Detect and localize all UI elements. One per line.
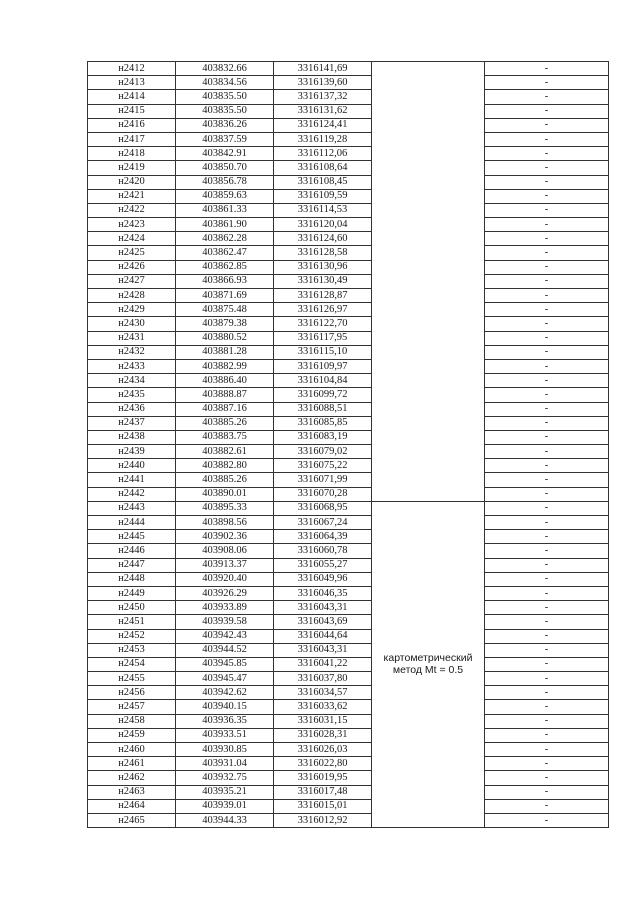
x-coordinate-cell: 403836.26 (176, 118, 274, 132)
point-id-cell: н2451 (88, 615, 176, 629)
x-coordinate-cell: 403882.80 (176, 459, 274, 473)
point-id-cell: н2419 (88, 161, 176, 175)
point-id-cell: н2448 (88, 572, 176, 586)
extra-value-cell: - (485, 686, 609, 700)
y-coordinate-cell: 3316068,95 (274, 501, 372, 515)
y-coordinate-cell: 3316041,22 (274, 657, 372, 671)
x-coordinate-cell: 403887.16 (176, 402, 274, 416)
point-id-cell: н2443 (88, 501, 176, 515)
x-coordinate-cell: 403944.33 (176, 813, 274, 827)
extra-value-cell: - (485, 544, 609, 558)
point-id-cell: н2439 (88, 445, 176, 459)
table-row (88, 743, 609, 757)
extra-value-cell: - (485, 757, 609, 771)
table-row (88, 445, 609, 459)
extra-value-cell: - (485, 260, 609, 274)
extra-value-cell: - (485, 175, 609, 189)
y-coordinate-cell: 3316130,96 (274, 260, 372, 274)
extra-value-cell: - (485, 62, 609, 76)
table-row (88, 686, 609, 700)
table-row (88, 118, 609, 132)
y-coordinate-cell: 3316044,64 (274, 629, 372, 643)
y-coordinate-cell: 3316070,28 (274, 487, 372, 501)
y-coordinate-cell: 3316060,78 (274, 544, 372, 558)
x-coordinate-cell: 403850.70 (176, 161, 274, 175)
x-coordinate-cell: 403932.75 (176, 771, 274, 785)
extra-value-cell: - (485, 601, 609, 615)
table-row (88, 643, 609, 657)
y-coordinate-cell: 3316128,87 (274, 289, 372, 303)
x-coordinate-cell: 403842.91 (176, 147, 274, 161)
extra-value-cell: - (485, 203, 609, 217)
y-coordinate-cell: 3316128,58 (274, 246, 372, 260)
y-coordinate-cell: 3316037,80 (274, 672, 372, 686)
point-id-cell: н2428 (88, 289, 176, 303)
x-coordinate-cell: 403945.47 (176, 672, 274, 686)
table-row (88, 132, 609, 146)
x-coordinate-cell: 403835.50 (176, 104, 274, 118)
y-coordinate-cell: 3316067,24 (274, 516, 372, 530)
extra-value-cell: - (485, 118, 609, 132)
table-row (88, 785, 609, 799)
point-id-cell: н2416 (88, 118, 176, 132)
extra-value-cell: - (485, 147, 609, 161)
table-row (88, 218, 609, 232)
point-id-cell: н2445 (88, 530, 176, 544)
y-coordinate-cell: 3316104,84 (274, 374, 372, 388)
extra-value-cell: - (485, 218, 609, 232)
x-coordinate-cell: 403875.48 (176, 303, 274, 317)
extra-value-cell: - (485, 90, 609, 104)
table-row (88, 487, 609, 501)
x-coordinate-cell: 403859.63 (176, 189, 274, 203)
extra-value-cell: - (485, 501, 609, 515)
y-coordinate-cell: 3316124,41 (274, 118, 372, 132)
table-row (88, 260, 609, 274)
extra-value-cell: - (485, 445, 609, 459)
y-coordinate-cell: 3316109,59 (274, 189, 372, 203)
table-row (88, 76, 609, 90)
point-id-cell: н2447 (88, 558, 176, 572)
y-coordinate-cell: 3316015,01 (274, 799, 372, 813)
point-id-cell: н2463 (88, 785, 176, 799)
point-id-cell: н2444 (88, 516, 176, 530)
extra-value-cell: - (485, 359, 609, 373)
y-coordinate-cell: 3316033,62 (274, 700, 372, 714)
point-id-cell: н2423 (88, 218, 176, 232)
extra-value-cell: - (485, 728, 609, 742)
x-coordinate-cell: 403902.36 (176, 530, 274, 544)
extra-value-cell: - (485, 799, 609, 813)
y-coordinate-cell: 3316117,95 (274, 331, 372, 345)
y-coordinate-cell: 3316075,22 (274, 459, 372, 473)
point-id-cell: н2434 (88, 374, 176, 388)
table-row (88, 615, 609, 629)
table-row (88, 501, 609, 515)
point-id-cell: н2457 (88, 700, 176, 714)
y-coordinate-cell: 3316049,96 (274, 572, 372, 586)
table-row (88, 189, 609, 203)
extra-value-cell: - (485, 232, 609, 246)
table-row (88, 473, 609, 487)
x-coordinate-cell: 403944.52 (176, 643, 274, 657)
table-row (88, 331, 609, 345)
table-row (88, 203, 609, 217)
table-row (88, 459, 609, 473)
x-coordinate-cell: 403882.99 (176, 359, 274, 373)
x-coordinate-cell: 403862.47 (176, 246, 274, 260)
table-row (88, 303, 609, 317)
y-coordinate-cell: 3316043,31 (274, 601, 372, 615)
y-coordinate-cell: 3316079,02 (274, 445, 372, 459)
table-row (88, 246, 609, 260)
extra-value-cell: - (485, 459, 609, 473)
coordinates-table-sheet (87, 61, 608, 828)
x-coordinate-cell: 403885.26 (176, 473, 274, 487)
point-id-cell: н2450 (88, 601, 176, 615)
point-id-cell: н2452 (88, 629, 176, 643)
extra-value-cell: - (485, 672, 609, 686)
table-row (88, 544, 609, 558)
table-row (88, 317, 609, 331)
extra-value-cell: - (485, 303, 609, 317)
x-coordinate-cell: 403866.93 (176, 274, 274, 288)
point-id-cell: н2417 (88, 132, 176, 146)
y-coordinate-cell: 3316046,35 (274, 586, 372, 600)
y-coordinate-cell: 3316017,48 (274, 785, 372, 799)
x-coordinate-cell: 403935.21 (176, 785, 274, 799)
y-coordinate-cell: 3316112,06 (274, 147, 372, 161)
y-coordinate-cell: 3316131,62 (274, 104, 372, 118)
table-row (88, 161, 609, 175)
table-row (88, 813, 609, 827)
point-id-cell: н2427 (88, 274, 176, 288)
x-coordinate-cell: 403883.75 (176, 430, 274, 444)
extra-value-cell: - (485, 813, 609, 827)
table-row (88, 147, 609, 161)
y-coordinate-cell: 3316137,32 (274, 90, 372, 104)
x-coordinate-cell: 403862.85 (176, 260, 274, 274)
x-coordinate-cell: 403880.52 (176, 331, 274, 345)
x-coordinate-cell: 403832.66 (176, 62, 274, 76)
extra-value-cell: - (485, 714, 609, 728)
extra-value-cell: - (485, 785, 609, 799)
extra-value-cell: - (485, 76, 609, 90)
point-id-cell: н2455 (88, 672, 176, 686)
table-row (88, 530, 609, 544)
extra-value-cell: - (485, 331, 609, 345)
method-name: картометрический (383, 652, 473, 665)
point-id-cell: н2464 (88, 799, 176, 813)
x-coordinate-cell: 403895.33 (176, 501, 274, 515)
extra-value-cell: - (485, 430, 609, 444)
table-row (88, 572, 609, 586)
extra-value-cell: - (485, 345, 609, 359)
x-coordinate-cell: 403942.62 (176, 686, 274, 700)
x-coordinate-cell: 403933.51 (176, 728, 274, 742)
table-row (88, 274, 609, 288)
extra-value-cell: - (485, 572, 609, 586)
table-row (88, 757, 609, 771)
x-coordinate-cell: 403890.01 (176, 487, 274, 501)
extra-value-cell: - (485, 586, 609, 600)
point-id-cell: н2420 (88, 175, 176, 189)
y-coordinate-cell: 3316099,72 (274, 388, 372, 402)
method-cell (372, 501, 485, 827)
point-id-cell: н2461 (88, 757, 176, 771)
point-id-cell: н2431 (88, 331, 176, 345)
point-id-cell: н2442 (88, 487, 176, 501)
table-row (88, 175, 609, 189)
table-row (88, 104, 609, 118)
point-id-cell: н2421 (88, 189, 176, 203)
table-row (88, 657, 609, 671)
y-coordinate-cell: 3316124,60 (274, 232, 372, 246)
point-id-cell: н2446 (88, 544, 176, 558)
y-coordinate-cell: 3316043,69 (274, 615, 372, 629)
point-id-cell: н2418 (88, 147, 176, 161)
y-coordinate-cell: 3316108,45 (274, 175, 372, 189)
x-coordinate-cell: 403936.35 (176, 714, 274, 728)
point-id-cell: н2438 (88, 430, 176, 444)
point-id-cell: н2430 (88, 317, 176, 331)
y-coordinate-cell: 3316139,60 (274, 76, 372, 90)
point-id-cell: н2425 (88, 246, 176, 260)
method-accuracy: метод Mt = 0.5 (392, 664, 464, 677)
extra-value-cell: - (485, 771, 609, 785)
extra-value-cell: - (485, 629, 609, 643)
x-coordinate-cell: 403940.15 (176, 700, 274, 714)
x-coordinate-cell: 403861.90 (176, 218, 274, 232)
table-row (88, 62, 609, 76)
point-id-cell: н2456 (88, 686, 176, 700)
table-row (88, 586, 609, 600)
x-coordinate-cell: 403920.40 (176, 572, 274, 586)
extra-value-cell: - (485, 743, 609, 757)
y-coordinate-cell: 3316126,97 (274, 303, 372, 317)
coordinates-table-body (88, 62, 609, 828)
table-row (88, 771, 609, 785)
table-row (88, 232, 609, 246)
point-id-cell: н2413 (88, 76, 176, 90)
x-coordinate-cell: 403856.78 (176, 175, 274, 189)
x-coordinate-cell: 403939.01 (176, 799, 274, 813)
y-coordinate-cell: 3316115,10 (274, 345, 372, 359)
x-coordinate-cell: 403862.28 (176, 232, 274, 246)
y-coordinate-cell: 3316031,15 (274, 714, 372, 728)
point-id-cell: н2432 (88, 345, 176, 359)
y-coordinate-cell: 3316071,99 (274, 473, 372, 487)
table-row (88, 90, 609, 104)
coordinates-table (87, 61, 609, 828)
x-coordinate-cell: 403913.37 (176, 558, 274, 572)
point-id-cell: н2465 (88, 813, 176, 827)
y-coordinate-cell: 3316088,51 (274, 402, 372, 416)
y-coordinate-cell: 3316019,95 (274, 771, 372, 785)
x-coordinate-cell: 403837.59 (176, 132, 274, 146)
point-id-cell: н2433 (88, 359, 176, 373)
table-row (88, 374, 609, 388)
y-coordinate-cell: 3316034,57 (274, 686, 372, 700)
point-id-cell: н2424 (88, 232, 176, 246)
extra-value-cell: - (485, 558, 609, 572)
y-coordinate-cell: 3316109,97 (274, 359, 372, 373)
extra-value-cell: - (485, 473, 609, 487)
y-coordinate-cell: 3316028,31 (274, 728, 372, 742)
y-coordinate-cell: 3316026,03 (274, 743, 372, 757)
x-coordinate-cell: 403888.87 (176, 388, 274, 402)
x-coordinate-cell: 403942.43 (176, 629, 274, 643)
point-id-cell: н2440 (88, 459, 176, 473)
extra-value-cell: - (485, 487, 609, 501)
extra-value-cell: - (485, 416, 609, 430)
x-coordinate-cell: 403861.33 (176, 203, 274, 217)
table-row (88, 345, 609, 359)
table-row (88, 700, 609, 714)
extra-value-cell: - (485, 402, 609, 416)
extra-value-cell: - (485, 615, 609, 629)
x-coordinate-cell: 403834.56 (176, 76, 274, 90)
extra-value-cell: - (485, 700, 609, 714)
point-id-cell: н2454 (88, 657, 176, 671)
point-id-cell: н2441 (88, 473, 176, 487)
x-coordinate-cell: 403926.29 (176, 586, 274, 600)
table-row (88, 402, 609, 416)
method-cell-empty (372, 62, 485, 502)
extra-value-cell: - (485, 388, 609, 402)
y-coordinate-cell: 3316114,53 (274, 203, 372, 217)
x-coordinate-cell: 403881.28 (176, 345, 274, 359)
extra-value-cell: - (485, 516, 609, 530)
point-id-cell: н2462 (88, 771, 176, 785)
y-coordinate-cell: 3316022,80 (274, 757, 372, 771)
extra-value-cell: - (485, 189, 609, 203)
extra-value-cell: - (485, 374, 609, 388)
x-coordinate-cell: 403835.50 (176, 90, 274, 104)
point-id-cell: н2459 (88, 728, 176, 742)
x-coordinate-cell: 403945.85 (176, 657, 274, 671)
y-coordinate-cell: 3316120,04 (274, 218, 372, 232)
point-id-cell: н2412 (88, 62, 176, 76)
point-id-cell: н2435 (88, 388, 176, 402)
y-coordinate-cell: 3316064,39 (274, 530, 372, 544)
x-coordinate-cell: 403882.61 (176, 445, 274, 459)
table-row (88, 388, 609, 402)
point-id-cell: н2460 (88, 743, 176, 757)
y-coordinate-cell: 3316083,19 (274, 430, 372, 444)
point-id-cell: н2458 (88, 714, 176, 728)
y-coordinate-cell: 3316012,92 (274, 813, 372, 827)
point-id-cell: н2426 (88, 260, 176, 274)
table-row (88, 672, 609, 686)
extra-value-cell: - (485, 132, 609, 146)
extra-value-cell: - (485, 289, 609, 303)
extra-value-cell: - (485, 161, 609, 175)
table-row (88, 516, 609, 530)
point-id-cell: н2453 (88, 643, 176, 657)
x-coordinate-cell: 403898.56 (176, 516, 274, 530)
y-coordinate-cell: 3316119,28 (274, 132, 372, 146)
y-coordinate-cell: 3316141,69 (274, 62, 372, 76)
table-row (88, 558, 609, 572)
y-coordinate-cell: 3316043,31 (274, 643, 372, 657)
extra-value-cell: - (485, 657, 609, 671)
point-id-cell: н2415 (88, 104, 176, 118)
y-coordinate-cell: 3316085,85 (274, 416, 372, 430)
table-row (88, 289, 609, 303)
point-id-cell: н2414 (88, 90, 176, 104)
point-id-cell: н2429 (88, 303, 176, 317)
point-id-cell: н2449 (88, 586, 176, 600)
x-coordinate-cell: 403931.04 (176, 757, 274, 771)
x-coordinate-cell: 403939.58 (176, 615, 274, 629)
y-coordinate-cell: 3316122,70 (274, 317, 372, 331)
extra-value-cell: - (485, 317, 609, 331)
x-coordinate-cell: 403933.89 (176, 601, 274, 615)
point-id-cell: н2437 (88, 416, 176, 430)
extra-value-cell: - (485, 643, 609, 657)
table-row (88, 629, 609, 643)
table-row (88, 359, 609, 373)
table-row (88, 714, 609, 728)
table-row (88, 799, 609, 813)
x-coordinate-cell: 403885.26 (176, 416, 274, 430)
point-id-cell: н2436 (88, 402, 176, 416)
point-id-cell: н2422 (88, 203, 176, 217)
table-row (88, 601, 609, 615)
x-coordinate-cell: 403879.38 (176, 317, 274, 331)
x-coordinate-cell: 403886.40 (176, 374, 274, 388)
y-coordinate-cell: 3316108,64 (274, 161, 372, 175)
y-coordinate-cell: 3316130,49 (274, 274, 372, 288)
extra-value-cell: - (485, 246, 609, 260)
extra-value-cell: - (485, 104, 609, 118)
extra-value-cell: - (485, 530, 609, 544)
table-row (88, 416, 609, 430)
table-row (88, 728, 609, 742)
x-coordinate-cell: 403871.69 (176, 289, 274, 303)
x-coordinate-cell: 403930.85 (176, 743, 274, 757)
extra-value-cell: - (485, 274, 609, 288)
x-coordinate-cell: 403908.06 (176, 544, 274, 558)
y-coordinate-cell: 3316055,27 (274, 558, 372, 572)
table-row (88, 430, 609, 444)
